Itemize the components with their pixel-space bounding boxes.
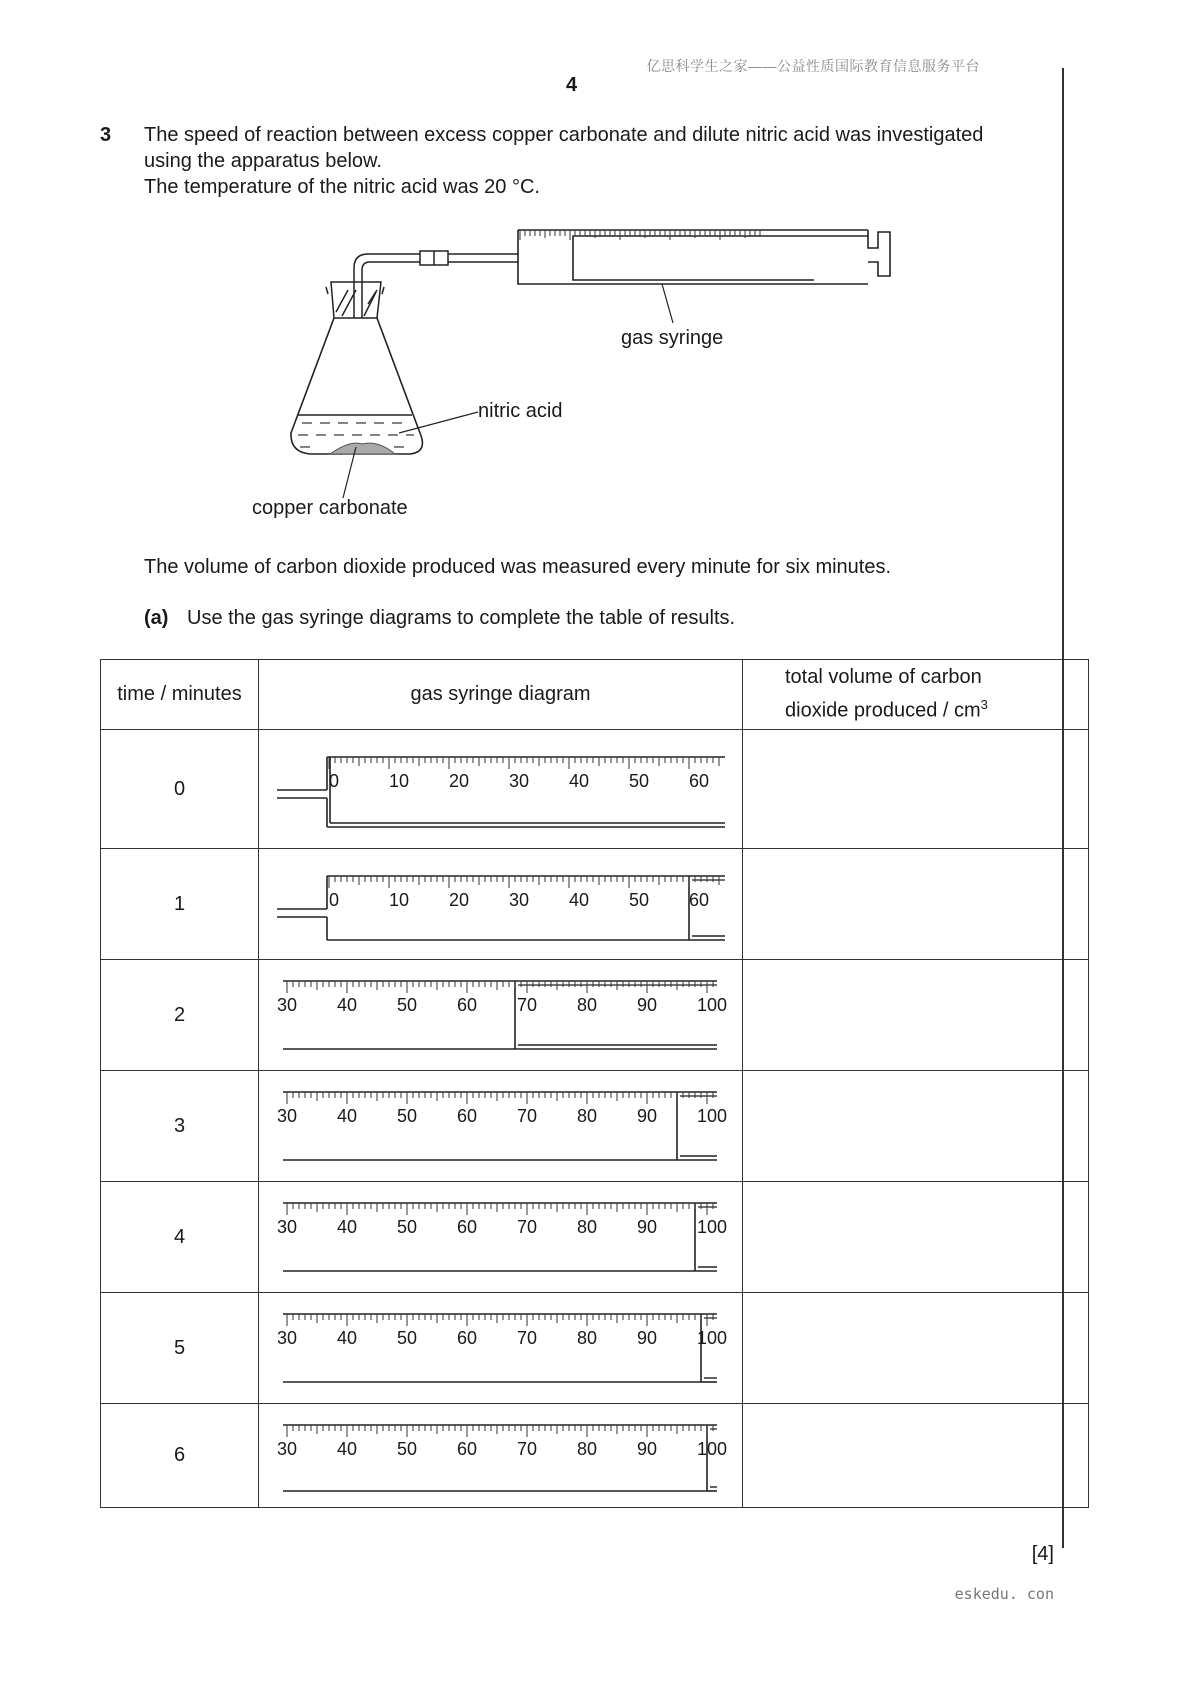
stopper (326, 282, 384, 318)
scale-label: 90 (637, 1217, 658, 1237)
gas-syringe-diagram (259, 1072, 741, 1180)
scale-label: 80 (577, 1439, 598, 1459)
scale-label: 100 (697, 995, 728, 1015)
scale-label: 30 (277, 1217, 298, 1237)
label-gas-syringe: gas syringe (621, 327, 724, 349)
question-number: 3 (100, 124, 112, 146)
header-volume-sup: 3 (980, 697, 988, 713)
table-row (101, 1404, 1089, 1508)
scale-label: 80 (577, 1328, 598, 1348)
table-row (101, 1182, 1089, 1293)
scale-label: 40 (337, 1217, 358, 1237)
scale-label: 80 (577, 1217, 598, 1237)
volume-answer-cell[interactable] (743, 1182, 1089, 1293)
syringe-diagram-cell (259, 849, 743, 960)
header-diagram: gas syringe diagram (259, 660, 743, 730)
time-cell: 3 (101, 1071, 259, 1182)
part-a-instruction: Use the gas syringe diagrams to complete the table of results. (187, 607, 736, 629)
syringe-diagram-cell (259, 1404, 743, 1508)
conical-flask (291, 318, 423, 454)
watermark-header: 亿思科学生之家——公益性质国际教育信息服务平台 (646, 58, 980, 74)
table-row (101, 1293, 1089, 1404)
copper-carbonate-solid (330, 443, 395, 454)
scale-label: 20 (449, 771, 470, 791)
scale-label: 40 (569, 890, 590, 910)
scale-label: 60 (457, 995, 478, 1015)
scale-label: 60 (457, 1106, 478, 1126)
gas-syringe-diagram (259, 1405, 741, 1506)
time-cell: 0 (101, 730, 259, 849)
marks-total: [4] (1031, 1543, 1054, 1565)
scale-label: 50 (397, 995, 418, 1015)
scale-label: 30 (509, 890, 530, 910)
syringe-diagram-cell (259, 960, 743, 1071)
label-nitric-acid: nitric acid (478, 400, 563, 422)
header-volume-line1: total volume of carbon (785, 666, 982, 689)
scale-label: 60 (689, 890, 710, 910)
syringe-diagram-cell (259, 1182, 743, 1293)
scale-label: 30 (277, 1439, 298, 1459)
scale-label: 30 (277, 1106, 298, 1126)
time-cell: 1 (101, 849, 259, 960)
volume-answer-cell[interactable] (743, 1404, 1089, 1508)
scale-label: 70 (517, 1328, 538, 1348)
scale-label: 90 (637, 1439, 658, 1459)
leader-gas-syringe (662, 284, 673, 323)
header-volume-line2: dioxide produced / cm (785, 699, 981, 722)
scale-label: 80 (577, 1106, 598, 1126)
watermark-footer: eskedu. con (954, 1585, 1054, 1603)
scale-label: 50 (629, 890, 650, 910)
page-number: 4 (566, 74, 578, 96)
scale-label: 0 (329, 890, 340, 910)
time-cell: 4 (101, 1182, 259, 1293)
table-row (101, 730, 1089, 849)
scale-label: 60 (457, 1328, 478, 1348)
gas-syringe-diagram (259, 850, 741, 958)
scale-label: 30 (277, 995, 298, 1015)
scale-label: 100 (697, 1217, 728, 1237)
scale-label: 40 (337, 995, 358, 1015)
volume-answer-cell[interactable] (743, 730, 1089, 849)
header-time: time / minutes (101, 660, 259, 730)
gas-syringe-diagram (259, 961, 741, 1069)
scale-label: 70 (517, 995, 538, 1015)
scale-label: 80 (577, 995, 598, 1015)
volume-answer-cell[interactable] (743, 1071, 1089, 1182)
scale-label: 50 (629, 771, 650, 791)
scale-label: 0 (329, 771, 340, 791)
question-line-2: using the apparatus below. (144, 150, 382, 172)
time-cell: 2 (101, 960, 259, 1071)
table-row (101, 849, 1089, 960)
scale-label: 50 (397, 1217, 418, 1237)
scale-label: 10 (389, 771, 410, 791)
volume-answer-cell[interactable] (743, 1293, 1089, 1404)
scale-label: 50 (397, 1439, 418, 1459)
scale-label: 50 (397, 1328, 418, 1348)
scale-label: 100 (697, 1106, 728, 1126)
gas-syringe-diagram (259, 731, 741, 847)
syringe-diagram-cell (259, 730, 743, 849)
scale-label: 70 (517, 1439, 538, 1459)
scale-label: 40 (569, 771, 590, 791)
scale-label: 20 (449, 890, 470, 910)
scale-label: 30 (277, 1328, 298, 1348)
header-volume (743, 660, 1089, 730)
apparatus-diagram (0, 0, 1190, 540)
volume-answer-cell[interactable] (743, 960, 1089, 1071)
scale-label: 90 (637, 1328, 658, 1348)
syringe-diagram-cell (259, 1071, 743, 1182)
table-row (101, 960, 1089, 1071)
table-header-row (101, 660, 1089, 730)
scale-label: 40 (337, 1106, 358, 1126)
gas-syringe (518, 230, 890, 284)
part-a-label: (a) (144, 607, 169, 629)
scale-label: 50 (397, 1106, 418, 1126)
scale-label: 100 (697, 1328, 728, 1348)
scale-label: 70 (517, 1106, 538, 1126)
table-row (101, 1071, 1089, 1182)
measurement-statement: The volume of carbon dioxide produced was measured every minute for six minutes. (144, 556, 892, 578)
gas-syringe-diagram (259, 1294, 741, 1402)
question-line-1: The speed of reaction between excess copper carbonate and dilute nitric acid was investigated (144, 124, 984, 146)
scale-label: 30 (509, 771, 530, 791)
scale-label: 60 (457, 1439, 478, 1459)
scale-label: 90 (637, 1106, 658, 1126)
time-cell: 6 (101, 1404, 259, 1508)
scale-label: 60 (689, 771, 710, 791)
scale-label: 70 (517, 1217, 538, 1237)
results-table (100, 659, 1089, 1508)
syringe-scale-ticks (520, 230, 760, 240)
question-line-3: The temperature of the nitric acid was 20 °C. (144, 176, 540, 198)
syringe-diagram-cell (259, 1293, 743, 1404)
time-cell: 5 (101, 1293, 259, 1404)
label-copper-carbonate: copper carbonate (252, 497, 408, 519)
volume-answer-cell[interactable] (743, 849, 1089, 960)
scale-label: 100 (697, 1439, 728, 1459)
scale-label: 10 (389, 890, 410, 910)
gas-syringe-diagram (259, 1183, 741, 1291)
scale-label: 40 (337, 1439, 358, 1459)
scale-label: 60 (457, 1217, 478, 1237)
scale-label: 90 (637, 995, 658, 1015)
scale-label: 40 (337, 1328, 358, 1348)
